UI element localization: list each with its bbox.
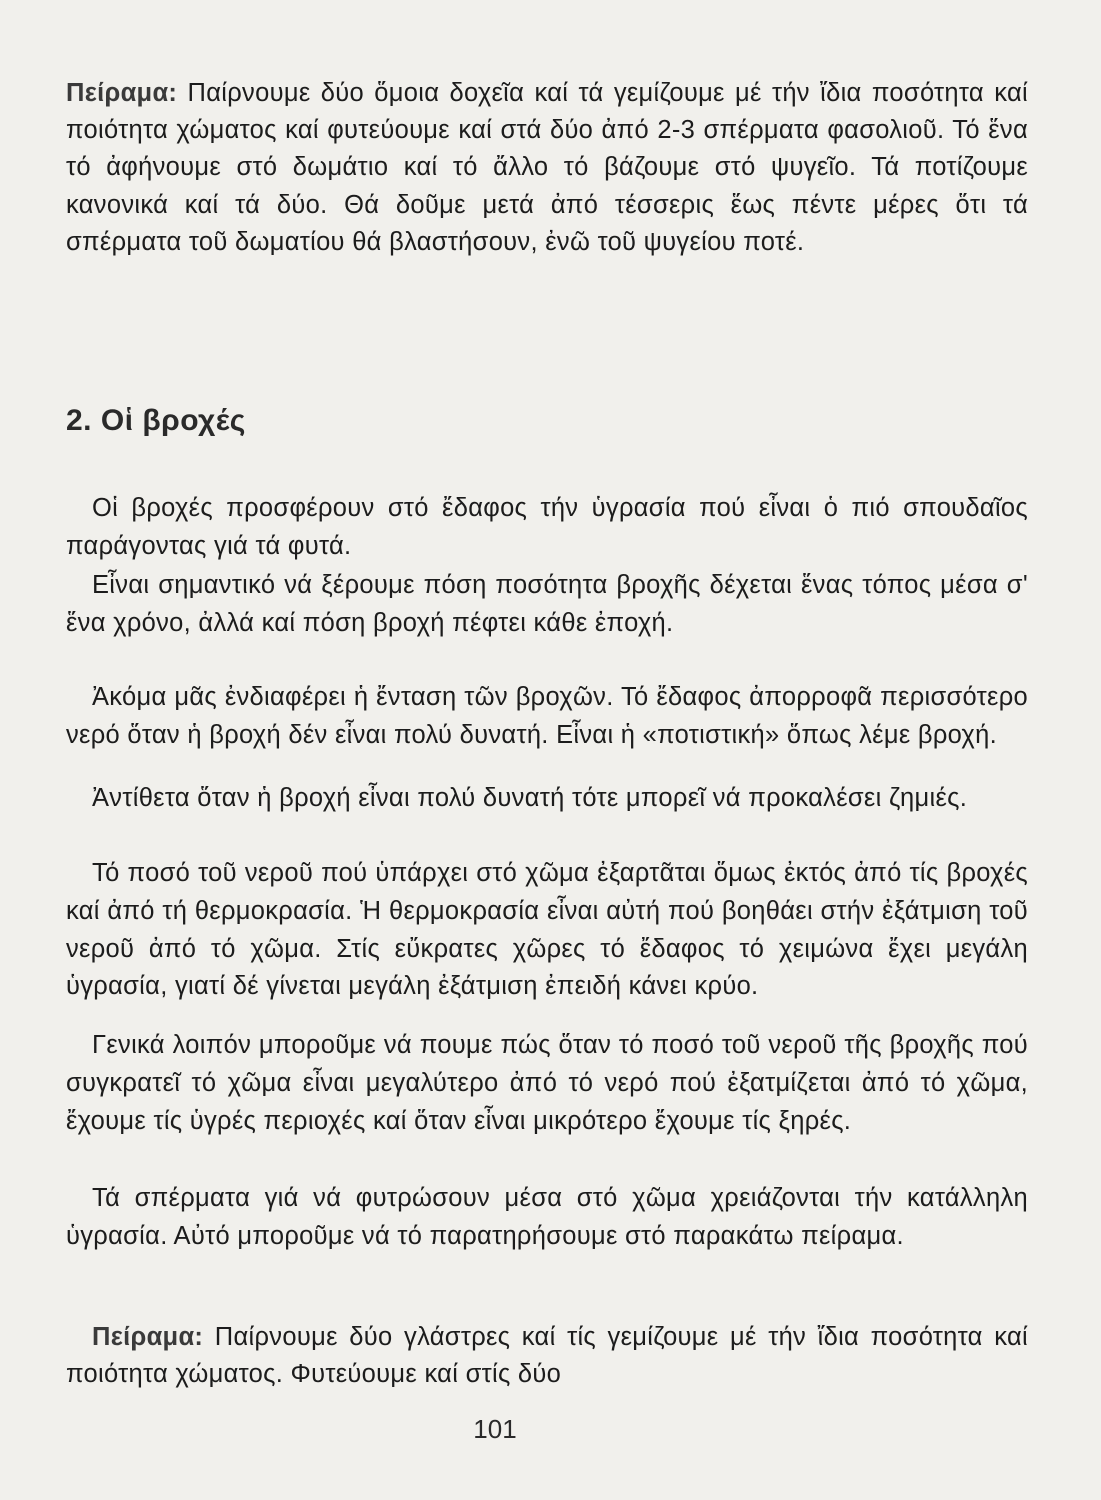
paragraph-rain-quantity: Εἶναι σημαντικό νά ξέρουμε πόση ποσότητα βροχῆς δέχεται ἕνας τόπος μέσα σ' ἕνα χρόνο, ἀλλά καί πόση βροχή πέφτει κάθε ἐποχή. — [66, 571, 1028, 637]
experiment-1-label: Πείραμα: — [66, 79, 178, 107]
experiment-2-paragraph — [66, 1319, 1028, 1393]
page-number: 101 — [473, 1414, 517, 1444]
paragraph-seeds-moisture: Τά σπέρματα γιά νά φυτρώσουν μέσα στό χῶμα χρειάζονται τήν κατάλληλη ὑγρασία. Αὐτό μποροῦμε νά τό παρατηρήσουμε στό παρακάτω πείραμα. — [66, 1184, 1028, 1250]
paragraph-strong-rain: Ἀντίθετα ὅταν ἡ βροχή εἶναι πολύ δυνατή τότε μπορεῖ νά προκαλέσει ζημιές. — [92, 784, 968, 812]
experiment-1-paragraph — [66, 75, 1028, 261]
experiment-2-text: Παίρνουμε δύο γλάστρες καί τίς γεμίζουμε μέ τήν ἴδια ποσότητα καί ποιότητα χώματος. Φυτεύουμε καί στίς δύο — [66, 1323, 1029, 1389]
paragraph-rain-moisture: Οἱ βροχές προσφέρουν στό ἔδαφος τήν ὑγρασία πού εἶναι ὁ πιό σπουδαῖος παράγοντας γιά τά φυτά. — [66, 494, 1028, 560]
experiment-1-text: Παίρνουμε δύο ὅμοια δοχεῖα καί τά γεμίζουμε μέ τήν ἴδια ποσότητα καί ποιότητα χώματος καί φυτεύουμε καί στά δύο ἀπό 2-3 σπέρματα φασολιοῦ. Τό ἕνα τό ἀφήνουμε στό δωμάτιο καί τό ἄλλο τό βάζουμε στό ψυγεῖο. Τά ποτίζουμε κανονικά καί τά δύο. Θά δοῦμε μετά ἀπό τέσσερις ἕως πέντε μέρες ὅτι τά σπέρματα τοῦ δωματίου θά βλαστήσουν, ἐνῶ τοῦ ψυγείου ποτέ. — [66, 79, 1028, 256]
paragraph-temperature: Τό ποσό τοῦ νεροῦ πού ὑπάρχει στό χῶμα ἐξαρτᾶται ὅμως ἐκτός ἀπό τίς βροχές καί ἀπό τή θερμοκρασία. Ἡ θερμοκρασία εἶναι αὐτή πού βοηθάει στήν ἐξάτμιση τοῦ νεροῦ ἀπό τό χῶμα. Στίς εὔκρατες χῶρες τό ἔδαφος τό χειμώνα ἔχει μεγάλη ὑγρασία, γιατί δέ γίνεται μεγάλη ἐξάτμιση ἐπειδή κάνει κρύο. — [66, 859, 1028, 1001]
experiment-2-label: Πείραμα: — [92, 1323, 204, 1351]
paragraph-rain-intensity: Ἀκόμα μᾶς ἐνδιαφέρει ἡ ἔνταση τῶν βροχῶν. Τό ἔδαφος ἀπορροφᾶ περισσότερο νερό ὅταν ἡ βροχή δέν εἶναι πολύ δυνατή. Εἶναι ἡ «ποτιστική» ὅπως λέμε βροχή. — [66, 683, 1028, 749]
section-heading: 2. Οἱ βροχές — [66, 404, 246, 437]
paragraph-wet-dry-regions: Γενικά λοιπόν μποροῦμε νά πουμε πώς ὅταν τό ποσό τοῦ νεροῦ τῆς βροχῆς πού συγκρατεῖ τό χῶμα εἶναι μεγαλύτερο ἀπό τό νερό πού ἐξατμίζεται ἀπό τό χῶμα, ἔχουμε τίς ὑγρές περιοχές καί ὅταν εἶναι μικρότερο ἔχουμε τίς ξηρές. — [66, 1031, 1028, 1135]
